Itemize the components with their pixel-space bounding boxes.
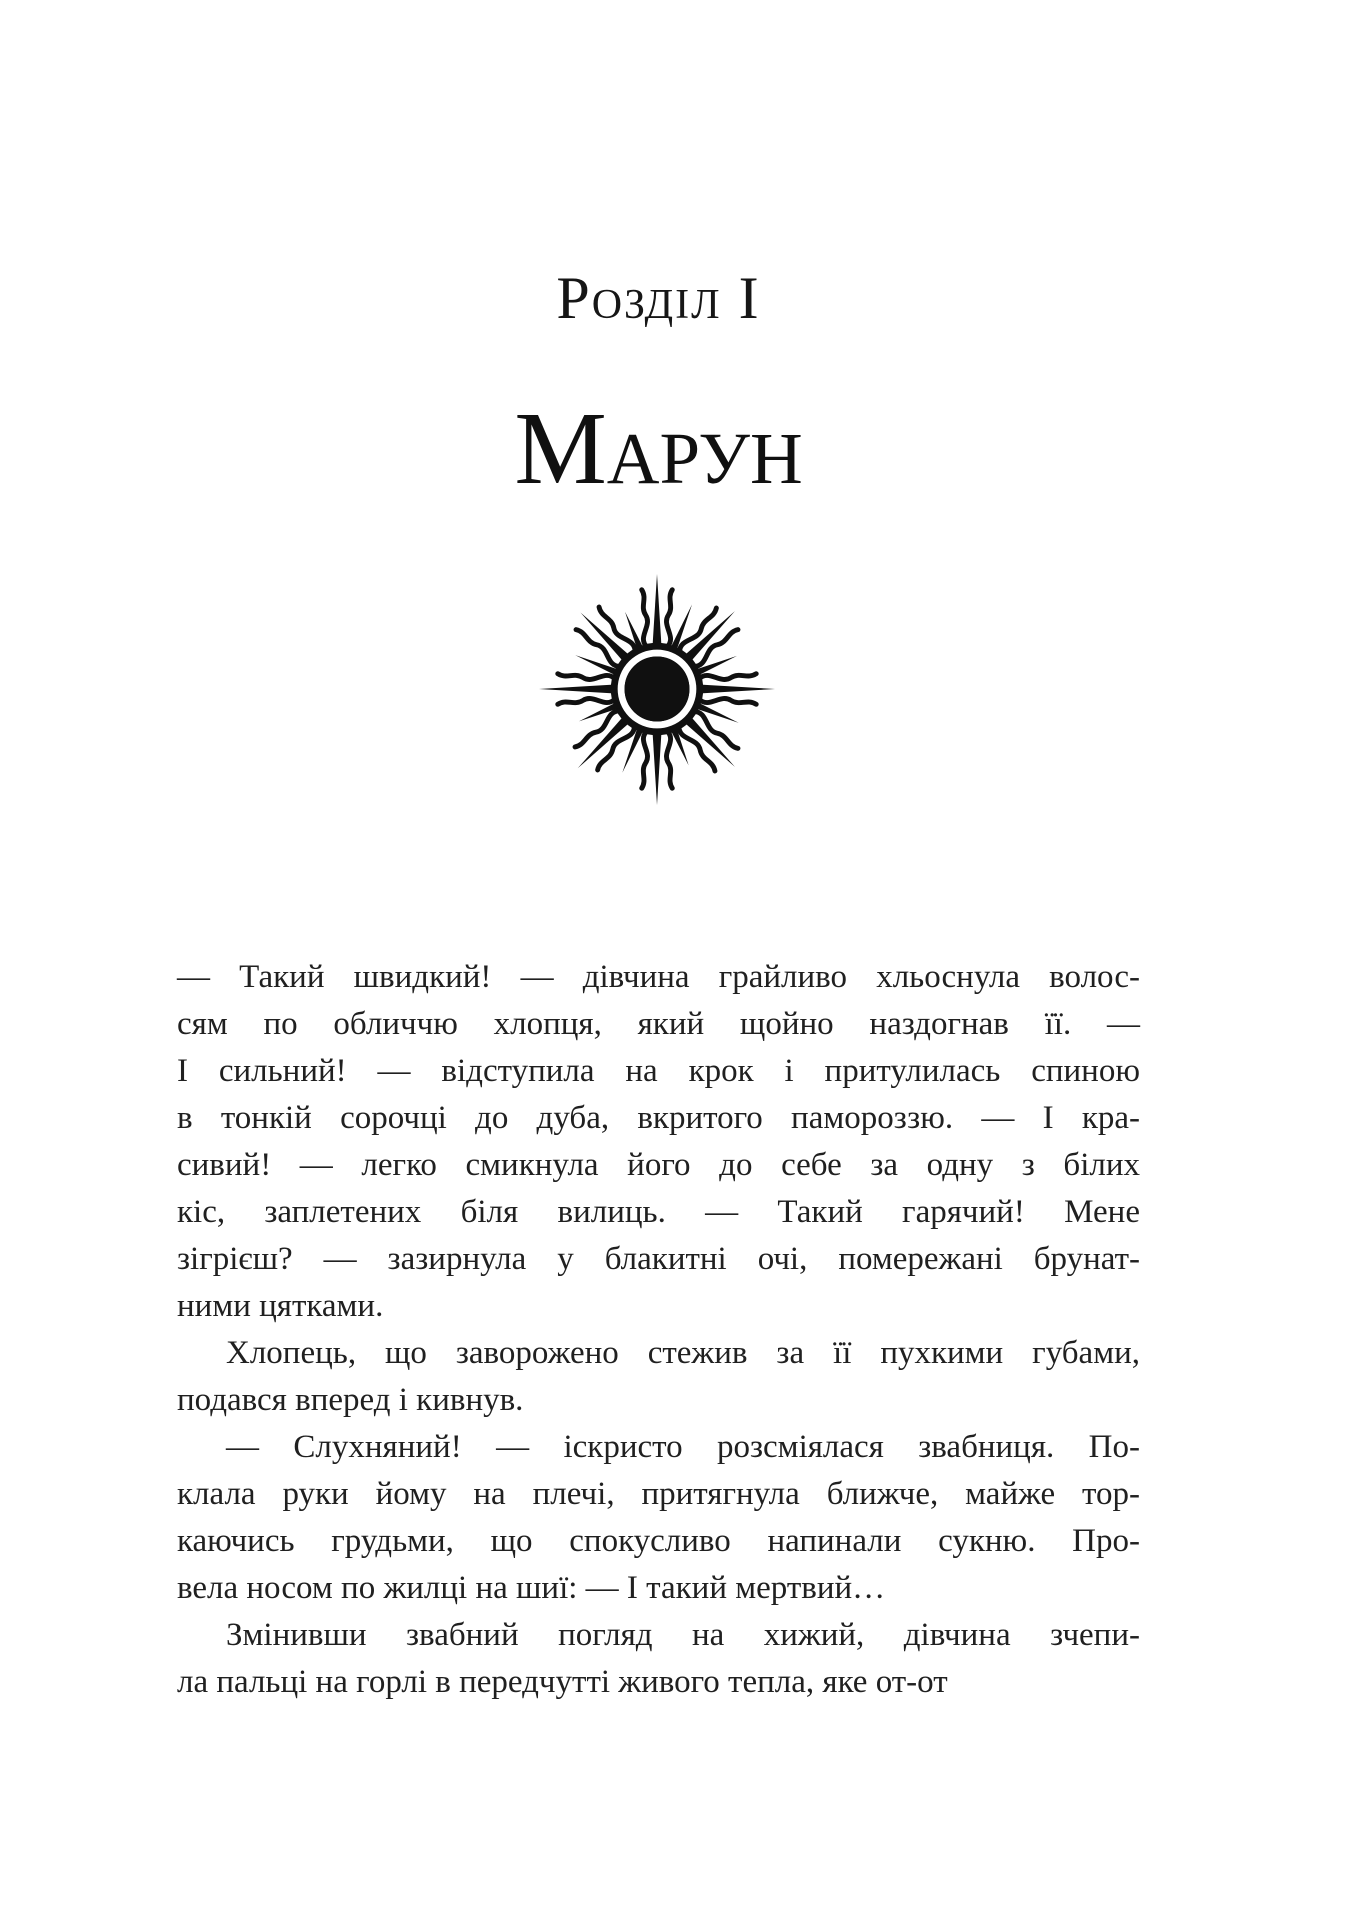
text-line: ла пальці на горлі в передчутті живого тепла, яке от-от: [177, 1664, 948, 1700]
text-line: Хлопець, що заворожено стежив за її пухкими губами,: [226, 1335, 1140, 1371]
text-line: зігрієш? — зазирнула у блакитні очі, помережані брунат-: [177, 1241, 1140, 1277]
text-line: в тонкій сорочці до дуба, вкритого памороззю. — І кра-: [177, 1100, 1140, 1136]
text-line: каючись грудьми, що спокусливо напинали сукню. Про-: [177, 1523, 1140, 1559]
chapter-number-heading: Розділ I: [556, 265, 761, 331]
text-line: сивий! — легко смикнула його до себе за одну з білих: [177, 1147, 1140, 1183]
text-line: — Такий швидкий! — дівчина грайливо хльоснула волос-: [177, 959, 1140, 995]
text-line: І сильний! — відступила на крок і притулилась спиною: [177, 1053, 1140, 1089]
text-line: подався вперед і кивнув.: [177, 1382, 524, 1418]
text-line: вела носом по жилці на шиї: — І такий мертвий…: [177, 1570, 886, 1606]
text-line: сям по обличчю хлопця, який щойно наздогнав її. —: [177, 1006, 1140, 1042]
body-text: [177, 954, 1140, 1706]
text-line: клала руки йому на плечі, притягнула ближче, майже тор-: [177, 1476, 1140, 1512]
text-line: ними цятками.: [177, 1288, 384, 1324]
chapter-title-heading: Марун: [514, 391, 803, 506]
text-line: — Слухняний! — іскристо розсміялася звабниця. По-: [226, 1429, 1140, 1465]
text-line: кіс, заплетених біля вилиць. — Такий гарячий! Мене: [177, 1194, 1140, 1230]
sun-ornament-icon: [537, 569, 777, 809]
text-line: Змінивши звабний погляд на хижий, дівчина зчепи-: [226, 1617, 1140, 1653]
